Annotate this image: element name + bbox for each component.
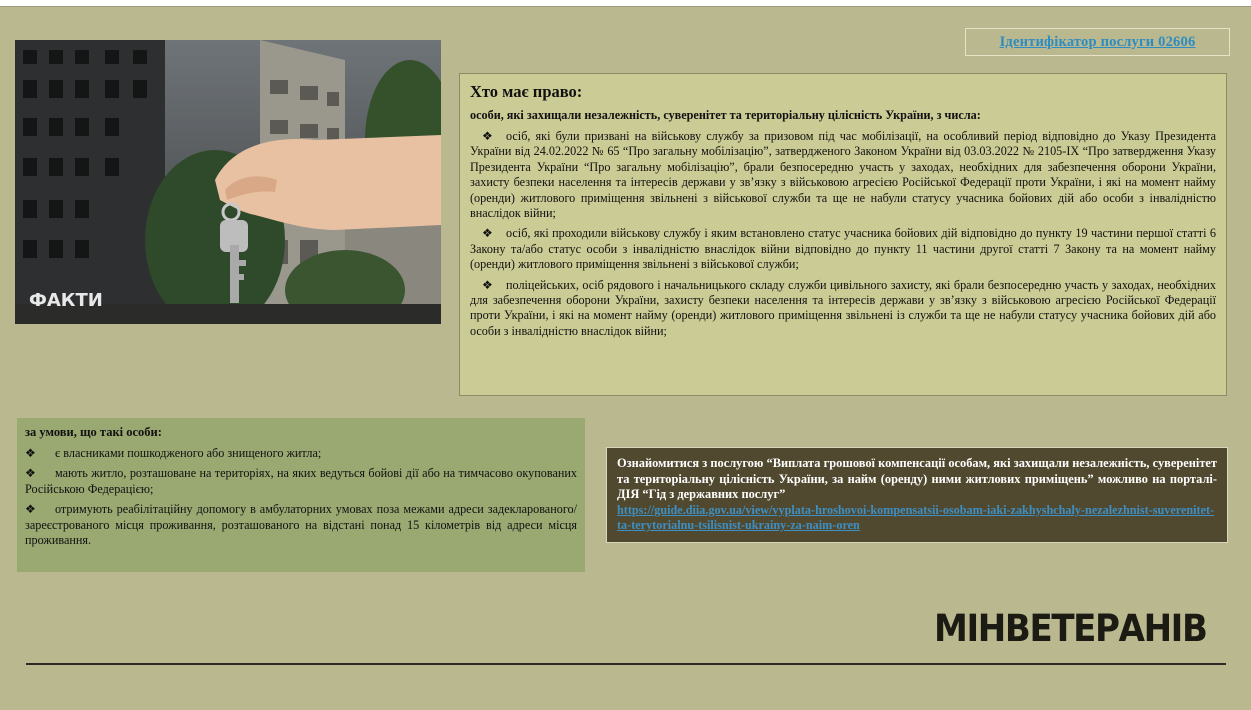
service-id-label[interactable]: Ідентифікатор послуги 02606 [999, 33, 1196, 50]
conditions-title: за умови, що такі особи: [25, 425, 162, 439]
ministry-logo [928, 604, 1230, 652]
condition-item [25, 502, 577, 548]
conditions-box [17, 418, 585, 572]
eligibility-item [470, 278, 1216, 340]
eligibility-box [459, 73, 1227, 396]
eligibility-item [470, 226, 1216, 272]
photo-watermark: ФАКТИ [29, 290, 103, 311]
diia-guide-link[interactable]: https://guide.diia.gov.ua/view/vyplata-hroshovoi-kompensatsii-osobam-iaki-zakhyshchaly-nezalezhnist-suverenitet-ta-terytorialnu-tsilisnist-ukrainy-za-naim-oren [617, 502, 1215, 532]
diamond-bullet-icon: ❖ [482, 129, 493, 143]
condition-item-text: є власниками пошкодженого або знищеного житла; [55, 446, 322, 460]
diamond-bullet-icon: ❖ [25, 466, 36, 481]
eligibility-item [470, 129, 1216, 221]
footer-divider [26, 663, 1226, 665]
condition-item-text: отримують реабілітаційну допомогу в амбулаторних умовах поза межами адреси задекларованого/зареєстрованого місця проживання, розташованого на відстані понад 15 кілометрів від адреси місця проживання. [25, 502, 577, 548]
eligibility-item-text: осіб, які були призвані на військову службу за призовом під час мобілізації, на особливий період відповідно до Указу Президента України від 24.02.2022 № 65 “Про загальну мобілізацію”, затвердженого Законом України від 03.03.2022 № 2105-IX “Про затвердження Указу Президента України “Про загальну мобілізацію”, брали безпосередню участь у заходах, необхідних для забезпечення оборони України, захисту безпеки населення та інтересів держави у зв’язку з військовою агресією Російської Федерації проти України, і які на момент найму (оренди) житлового приміщення звільнені з військової служби та ще не набули статусу учасника бойових дій або особи з інвалідністю внаслідок війни; [470, 129, 1216, 221]
condition-item-text: мають житло, розташоване на територіях, на яких ведуться бойові дії або на тимчасово окупованих Російською Федерацією; [25, 466, 577, 496]
eligibility-item-text: осіб, які проходили військову службу і яким встановлено статус учасника бойових дій відповідно до пункту 19 частини першої статті 6 Закону та/або статус особи з інвалідністю внаслідок війни відповідно до пункту 11 частини другої статті 7 Закону та на момент найму (оренди) житлового приміщення звільнені з військової служби; [470, 226, 1216, 272]
diamond-bullet-icon: ❖ [25, 502, 36, 517]
condition-item [25, 466, 577, 497]
page [0, 6, 1251, 710]
diamond-bullet-icon: ❖ [25, 446, 36, 460]
service-id-link[interactable] [965, 28, 1230, 56]
eligibility-title: Хто має право: [470, 82, 583, 101]
diamond-bullet-icon: ❖ [482, 277, 493, 292]
ministry-wordmark: МІНВЕТЕРАНІВ [934, 606, 1207, 650]
eligibility-item-text: поліцейських, осіб рядового і начальницького складу служби цивільного захисту, які брали безпосередню участь у заходах, необхідних для забезпечення оборони України, захисту безпеки населення та інтересів держави у зв’язку з військовою агресією Російської Федерації проти України, і які на момент найму (оренди) житлового приміщення звільнені із служби та ще не набули статусу учасника бойових дій або особи з інвалідністю внаслідок війни; [470, 277, 1216, 338]
diamond-bullet-icon: ❖ [482, 226, 493, 241]
condition-item [25, 446, 577, 461]
eligibility-intro: особи, які захищали незалежність, суверенітет та територіальну цілісність України, з числа: [470, 108, 981, 122]
destroyed-buildings-keys-image [15, 40, 441, 324]
diia-notice-box [606, 447, 1228, 543]
hero-photo [15, 40, 441, 324]
diia-notice-text: Ознайомитися з послугою “Виплата грошової компенсації особам, які захищали незалежність, суверенітет та територіальну цілісність України, за найм (оренду) ними житлових приміщень” можливо на порталі-ДІЯ “Гід з державних послуг” [617, 456, 1217, 501]
